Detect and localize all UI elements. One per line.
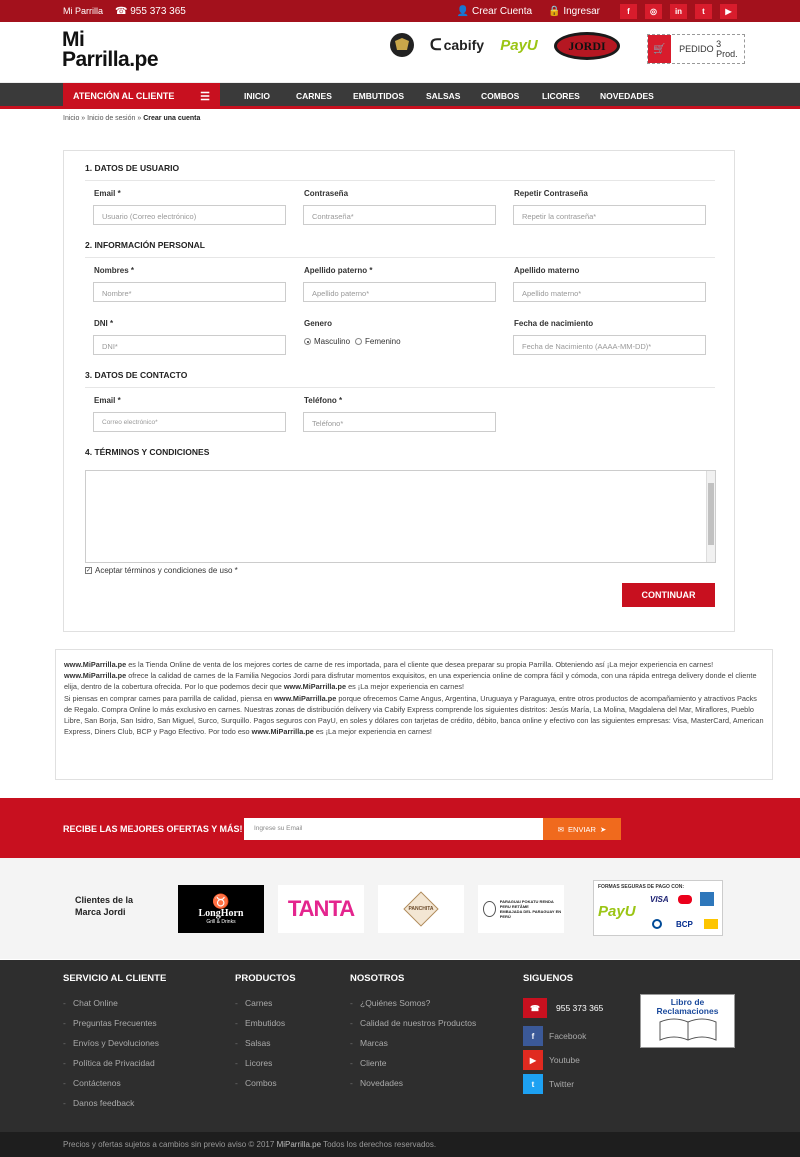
footer-service-title: SERVICIO AL CLIENTE (63, 973, 167, 984)
twitter-icon[interactable]: t (695, 4, 712, 19)
footer-link[interactable]: - Contáctenos (63, 1078, 166, 1098)
footer-service (63, 973, 166, 1118)
top-bar (0, 0, 800, 22)
payment-visa: VISA (650, 895, 669, 904)
client-panchita-logo[interactable] (378, 885, 464, 933)
footer-follow (523, 973, 603, 1098)
paraguay-text-1: PARAGUAI POKATU RENDA PERU RETÃME (499, 899, 554, 909)
accept-terms-label: Aceptar términos y condiciones de uso * (95, 566, 238, 575)
desc-p2: ofrece la calidad de carnes de la Familia Negocios Jordi para disfrutar momentos exquisitos, en una experiencia online de compra fácil y cómoda, con una rápida entrega delivery donde el cliente elija, dentro de la cobertura ofrecida. Por lo que podemos decir que (64, 671, 757, 692)
section-contact-data: 3. DATOS DE CONTACTO (85, 370, 715, 388)
mother-lastname-label: Apellido materno (514, 266, 580, 275)
birth-date-input[interactable]: Fecha de Nacimiento (AAAA-MM-DD)* (513, 335, 706, 355)
client-longhorn-label: LongHorn (198, 907, 244, 919)
nav-item-salsas[interactable]: SALSAS (426, 91, 461, 101)
top-phone-number: 955 373 365 (130, 5, 186, 17)
instagram-icon[interactable]: ◎ (645, 4, 662, 19)
footer-link[interactable]: - Combos (235, 1078, 296, 1098)
nav-item-carnes[interactable]: CARNES (296, 91, 332, 101)
copyright-text: Precios y ofertas sujetos a cambios sin previo aviso © 2017 (63, 1140, 277, 1149)
footer-follow-title: SIGUENOS (523, 973, 574, 984)
breadcrumb: Inicio » Inicio de sesión » Crear una cuenta (63, 115, 201, 122)
paraguay-text-2: EMBAJADA DEL PARAGUAY EN PERÚ (499, 909, 562, 919)
nav-item-embutidos[interactable]: EMBUTIDOS (353, 91, 404, 101)
section-terms: 4. TÉRMINOS Y CONDICIONES (85, 447, 210, 457)
terms-textarea[interactable] (85, 470, 716, 563)
mother-lastname-input[interactable]: Apellido materno* (513, 282, 706, 302)
footer-link[interactable]: - Preguntas Frecuentes (63, 1018, 166, 1038)
password-input[interactable]: Contraseña* (303, 205, 496, 225)
footer-link[interactable]: - ¿Quiénes Somos? (350, 998, 476, 1018)
newsletter-title: RECIBE LAS MEJORES OFERTAS Y MÁS! (63, 824, 243, 834)
phone-icon: ☎ (523, 998, 547, 1018)
newsletter-section (0, 798, 800, 858)
top-right (457, 4, 737, 19)
customer-service-menu[interactable] (63, 83, 220, 109)
copyright-site[interactable]: MiParrilla.pe (276, 1140, 322, 1149)
footer-us-title: NOSOTROS (350, 973, 405, 984)
nav-item-inicio[interactable]: INICIO (244, 91, 270, 101)
main-nav (0, 83, 800, 109)
cart-button[interactable] (647, 34, 745, 64)
repeat-password-label: Repetir Contraseña (514, 189, 588, 198)
footer-facebook-label: Facebook (549, 1031, 587, 1041)
footer-products (235, 973, 296, 1098)
client-paraguay-logo[interactable] (478, 885, 564, 933)
names-input[interactable]: Nombre* (93, 282, 286, 302)
site-logo[interactable] (62, 30, 158, 70)
radio-checked-icon (304, 338, 311, 345)
breadcrumb-home[interactable]: Inicio (63, 115, 80, 122)
top-brand[interactable]: Mi Parrilla (63, 6, 104, 16)
desc-site-3: www.MiParrilla.pe (283, 682, 347, 692)
gender-male-radio[interactable] (304, 337, 350, 346)
radio-unchecked-icon (355, 338, 362, 345)
clients-section (0, 858, 800, 959)
footer-link[interactable]: - Licores (235, 1058, 296, 1078)
login-label: Ingresar (563, 5, 600, 17)
partner-jordi (553, 31, 621, 61)
paraguay-seal-icon (483, 901, 496, 917)
gender-female-label: Femenino (365, 337, 401, 346)
footer-youtube-label: Youtube (549, 1055, 580, 1065)
client-tanta-logo[interactable]: TANTA (278, 885, 364, 933)
youtube-icon: ▶ (523, 1050, 543, 1070)
email-input[interactable]: Usuario (Correo electrónico) (93, 205, 286, 225)
footer-facebook[interactable] (523, 1026, 603, 1046)
diners-icon (652, 919, 662, 929)
cart-icon: 🛒 (648, 35, 671, 63)
breadcrumb-current: Crear una cuenta (143, 115, 201, 122)
paraguay-text (500, 899, 564, 919)
footer-phone-number: 955 373 365 (556, 1003, 604, 1013)
footer-link[interactable]: - Marcas (350, 1038, 476, 1058)
desc-p3c: es ¡La mejor experiencia en carnes! (313, 727, 432, 737)
desc-p3a: Si piensas en comprar carnes para parrilla de calidad, piensa en (64, 693, 275, 703)
desc-p2b: es ¡La mejor experiencia en carnes! (346, 682, 465, 692)
copyright-end: Todos los derechos reservados. (321, 1140, 437, 1149)
pagoefectivo-icon (704, 919, 718, 929)
nav-item-licores[interactable]: LICORES (542, 91, 580, 101)
footer-products-title: PRODUCTOS (235, 973, 296, 984)
user-icon: 👤 (456, 5, 470, 17)
footer-us (350, 973, 476, 1098)
desc-site-1: www.MiParrilla.pe (64, 660, 127, 669)
password-label: Contraseña (304, 189, 349, 198)
logo-line2: Parrilla.pe (62, 48, 159, 71)
breadcrumb-login[interactable]: Inicio de sesión (87, 115, 136, 122)
partner-jordi-label: JORDI (568, 38, 606, 53)
desc-site-5: www.MiParrilla.pe (251, 727, 314, 737)
footer-link[interactable]: - Danos feedback (63, 1098, 166, 1118)
father-lastname-label: Apellido paterno * (304, 266, 373, 275)
gender-female-radio[interactable] (355, 337, 401, 346)
payment-title: FORMAS SEGURAS DE PAGO CON: (598, 884, 685, 890)
libro-line1: Libro de (670, 997, 705, 1007)
footer-link[interactable]: - Novedades (350, 1078, 476, 1098)
login-link[interactable] (548, 6, 600, 17)
twitter-icon: t (523, 1074, 543, 1094)
client-longhorn-sub: Grill & Drinks (206, 918, 236, 925)
desc-site-2: www.MiParrilla.pe (64, 671, 127, 681)
cart-label: PEDIDO (679, 44, 714, 54)
payment-methods (593, 880, 723, 936)
send-icon: ➤ (599, 824, 607, 834)
clients-title: Clientes de la Marca Jordi (75, 895, 134, 917)
copyright-bar (0, 1132, 800, 1157)
partner-payu: PayU (500, 36, 538, 54)
create-account-label: Crear Cuenta (472, 5, 533, 17)
section-user-data: 1. DATOS DE USUARIO (85, 163, 715, 181)
header (0, 22, 800, 83)
terms-scrollbar[interactable] (706, 471, 715, 562)
create-account-link[interactable] (457, 6, 532, 17)
section-personal-info: 2. INFORMACIÓN PERSONAL (85, 240, 715, 258)
open-book-icon (658, 1016, 718, 1042)
newsletter-send-button[interactable] (543, 818, 621, 840)
lock-icon: 🔒 (548, 5, 561, 17)
site-description (55, 649, 773, 780)
complaints-book-link[interactable] (640, 994, 735, 1048)
footer-link[interactable]: - Envíos y Devoluciones (63, 1038, 166, 1058)
footer-link[interactable]: - Carnes (235, 998, 296, 1018)
footer-phone[interactable] (523, 998, 603, 1018)
footer-link[interactable]: - Calidad de nuestros Productos (350, 1018, 476, 1038)
terms-scroll-thumb[interactable] (708, 483, 714, 545)
phone-label: Teléfono * (304, 396, 343, 405)
footer (0, 960, 800, 1132)
facebook-icon: f (523, 1026, 543, 1046)
longhorn-icon: ♉ (212, 892, 230, 909)
nav-item-novedades[interactable]: NOVEDADES (600, 91, 654, 101)
dni-label: DNI * (94, 319, 114, 328)
partner-jordi-crest-icon (388, 32, 416, 58)
cart-count: 3 Prod. (716, 39, 738, 59)
nav-menu (244, 83, 670, 109)
desc-p3b: porque ofrecemos Carne Angus, Argentina, Uruguaya y Paraguaya, entre otros productos de acompañamiento y atractivos Packs de Regalo. Compra Online lo más exclusivo en carnes. Nuestras zonas de distribución delivery via Cabify Express comprende los siguientes distritos: Jesús María, La Molina, Magdalena del Mar, Miraflores, Pueblo Libre, San Borja, San Isidro, San Miguel, Surco, Surquillo. Pagos seguros con PayU, en soles y dólares con tarjetas de crédito, débito, banca online y efectivo con las siguientes empresas: Visa, MasterCard, American Express, Diners Club, BCP y Pago Efectivo. Por todo eso (64, 693, 764, 737)
father-lastname-input[interactable]: Apellido paterno* (303, 282, 496, 302)
dni-input[interactable]: DNI* (93, 335, 286, 355)
footer-link[interactable]: - Embutidos (235, 1018, 296, 1038)
mastercard-icon (678, 895, 692, 904)
footer-link[interactable]: - Chat Online (63, 998, 166, 1018)
desc-p1: es la Tienda Online de venta de los mejores cortes de carne de res importada, para el cliente que desea preparar su propia Parrilla. Obteniendo así ¡La mejor experiencia en carnes! (126, 660, 714, 669)
client-panchita-label: PANCHITA (408, 906, 434, 912)
linkedin-icon[interactable]: in (670, 4, 687, 19)
client-longhorn-logo[interactable] (178, 885, 264, 933)
birth-date-label: Fecha de nacimiento (514, 319, 594, 328)
partner-cabify (426, 32, 488, 58)
footer-link[interactable]: - Salsas (235, 1038, 296, 1058)
register-form (63, 150, 735, 632)
nav-item-combos[interactable]: COMBOS (481, 91, 520, 101)
newsletter-email-input[interactable]: Ingrese su Email (244, 818, 544, 840)
phone-input[interactable]: Teléfono* (303, 412, 496, 432)
accept-terms-checkbox[interactable] (85, 566, 238, 575)
gender-label: Genero (304, 319, 333, 328)
top-phone[interactable]: ☎ 955 373 365 (115, 5, 186, 17)
logo-line1: Mi (62, 28, 85, 51)
repeat-password-input[interactable]: Repetir la contraseña* (513, 205, 706, 225)
gender-male-label: Masculino (314, 337, 351, 346)
youtube-icon[interactable]: ▶ (720, 4, 737, 19)
amex-icon (700, 892, 714, 906)
newsletter-send-label: ENVIAR (568, 824, 596, 834)
email-label: Email * (94, 189, 121, 198)
payment-payu: PayU (598, 903, 636, 920)
checkbox-checked-icon: ✓ (86, 568, 92, 574)
contact-email-label: Email * (94, 396, 121, 405)
partner-cabify-label: cabify (443, 37, 485, 53)
cabify-icon: ᑕ (429, 37, 442, 54)
customer-service-label: ATENCIÓN AL CLIENTE (73, 91, 175, 101)
facebook-icon[interactable]: f (620, 4, 637, 19)
footer-twitter[interactable] (523, 1074, 603, 1094)
contact-email-input[interactable]: Correo electrónico* (93, 412, 286, 432)
payment-bcp: BCP (676, 920, 693, 929)
desc-site-4: www.MiParrilla.pe (274, 693, 337, 703)
hamburger-icon: ☰ (200, 90, 210, 103)
continue-button[interactable]: CONTINUAR (622, 583, 715, 607)
footer-youtube[interactable] (523, 1050, 603, 1070)
mail-icon: ✉ (557, 824, 565, 834)
footer-link[interactable]: - Cliente (350, 1058, 476, 1078)
libro-line2: Reclamaciones (656, 1006, 719, 1016)
footer-twitter-label: Twitter (549, 1079, 575, 1089)
footer-link[interactable]: - Política de Privacidad (63, 1058, 166, 1078)
names-label: Nombres * (94, 266, 135, 275)
